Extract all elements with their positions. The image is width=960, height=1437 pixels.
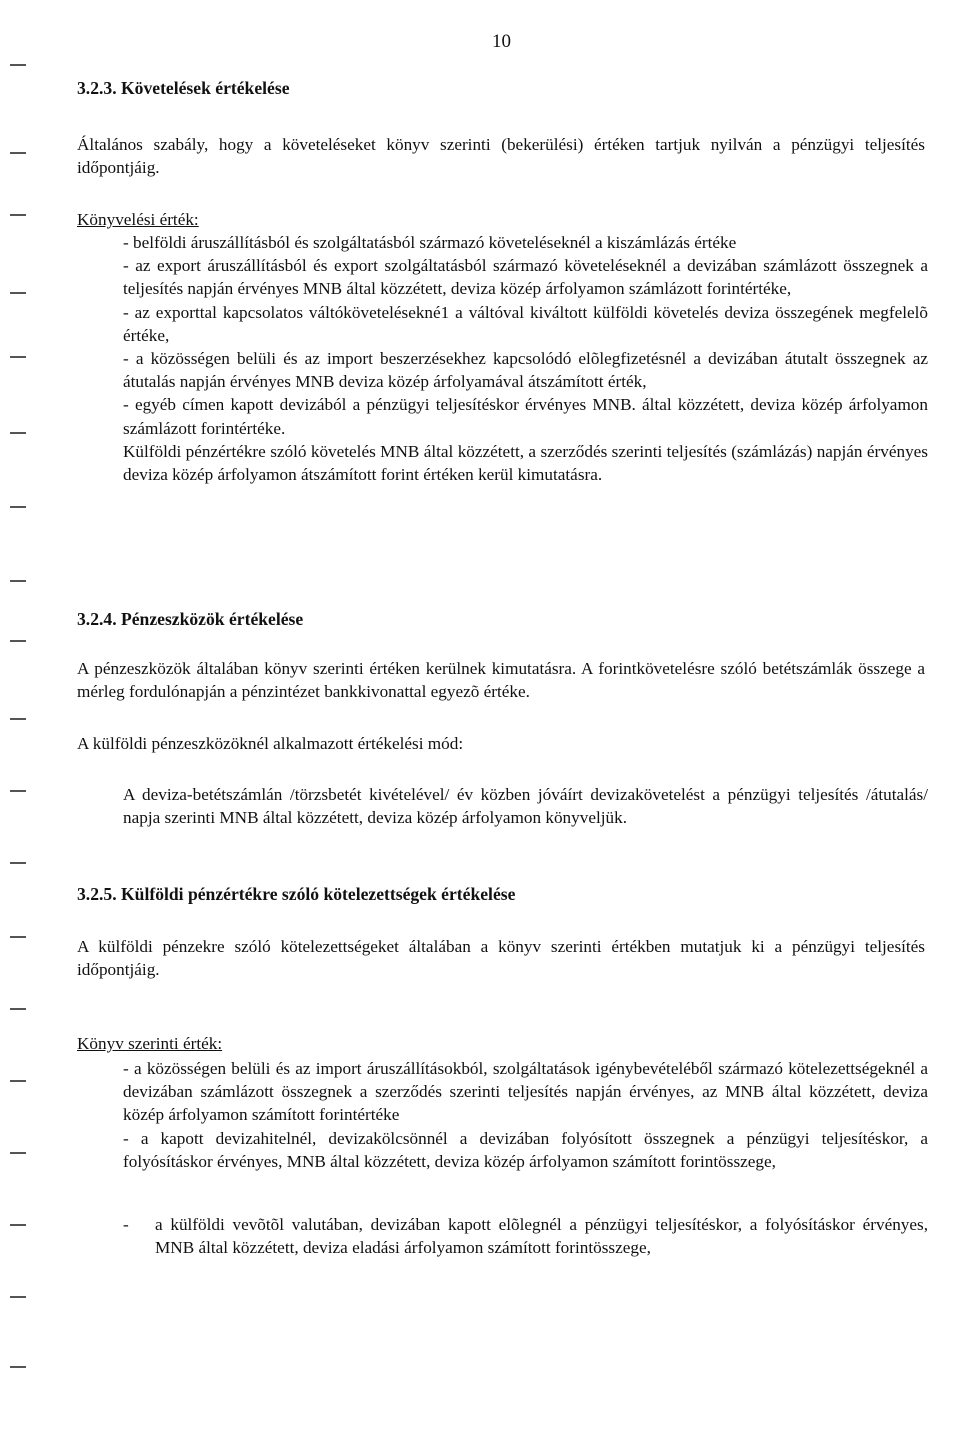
scan-mark	[10, 790, 26, 792]
book-value-subheading-2: Könyv szerinti érték:	[77, 1034, 223, 1053]
scan-mark	[10, 1008, 26, 1010]
scan-margin-marks	[0, 0, 60, 1437]
liabilities-intro: A külföldi pénzekre szóló kötelezettségeket általában a könyv szerinti értékben mutatjuk ki a pénzügyi teljesítés időpontjáig.	[77, 937, 925, 980]
liabilities-list	[123, 1057, 928, 1173]
scan-mark	[10, 580, 26, 582]
dash-marker: -	[123, 1215, 129, 1234]
scan-mark	[10, 718, 26, 720]
list-item: - a közösségen belüli és az import beszerzésekhez kapcsolódó elõlegfizetésnél a devizában átutalt összegnek az átutalás napján érvényes MNB deviza közép árfolyamával átszámított érték,	[123, 349, 928, 392]
cash-paragraph-1: A pénzeszközök általában könyv szerinti értéken kerülnek kimutatásra. A forintkövetelésre szóló betétszámlák összege a mérleg fordulónapján a pénzintézet bankkivonattal egyezõ értéke.	[77, 659, 925, 702]
scan-mark	[10, 1224, 26, 1226]
section-heading-receivables: 3.2.3. Követelések értékelése	[77, 78, 290, 98]
scan-mark	[10, 1366, 26, 1368]
list-item: - egyéb címen kapott devizából a pénzügyi teljesítéskor érvényes MNB. által közzétett, deviza közép árfolyamon számlázott forintértéke.	[123, 395, 928, 438]
scan-mark	[10, 356, 26, 358]
receivables-intro: Általános szabály, hogy a követeléseket könyv szerinti (bekerülési) értéken tartjuk nyilván a pénzügyi teljesítés időpontjáig.	[77, 135, 925, 178]
list-item: - az export áruszállításból és export szolgáltatásból származó követeléseknél a devizában számlázott összegnek a teljesítés napján érvényes MNB által közzétett, deviza közép árfolyamon számlázott forintértéke,	[123, 256, 928, 299]
receivables-closing: Külföldi pénzértékre szóló követelés MNB által közzétett, a szerződés szerinti teljesítés (számlázás) napján érvényes deviza közép árfolyamon átszámított forint értéken kerül kimutatásra.	[123, 441, 928, 485]
cash-paragraph-2: A külföldi pénzeszközöknél alkalmazott értékelési mód:	[77, 734, 464, 753]
scan-mark	[10, 1152, 26, 1154]
list-item: a külföldi vevõtõl valutában, devizában kapott elõlegnél a pénzügyi teljesítéskor, a folyósításkor érvényes, MNB által közzétett, deviza eladási árfolyamon számított forintösszege,	[155, 1215, 928, 1258]
list-item: - belföldi áruszállításból és szolgáltatásból származó követeléseknél a kiszámlázás értéke	[123, 233, 737, 252]
list-item: - az exporttal kapcsolatos váltókövetelésekné1 a váltóval kiváltott külföldi követelés deviza összegének megfelelõ értéke,	[123, 302, 928, 345]
scan-mark	[10, 862, 26, 864]
section-heading-liabilities: 3.2.5. Külföldi pénzértékre szóló kötelezettségek értékelése	[77, 884, 516, 904]
book-value-subheading: Könyvelési érték:	[77, 210, 199, 229]
scan-mark	[10, 432, 26, 434]
scan-mark	[10, 506, 26, 508]
scan-mark	[10, 640, 26, 642]
scan-mark	[10, 936, 26, 938]
scan-mark	[10, 1296, 26, 1298]
scan-mark	[10, 64, 26, 66]
scan-mark	[10, 292, 26, 294]
receivables-list	[123, 231, 928, 486]
scan-mark	[10, 214, 26, 216]
scan-mark	[10, 1080, 26, 1082]
list-item: - a kapott devizahitelnél, devizakölcsönnél a devizában folyósított összegnek a pénzügyi teljesítéskor, a folyósításkor érvényes, MNB által közzétett, deviza közép árfolyamon számított forintösszege,	[123, 1128, 928, 1171]
cash-paragraph-3: A deviza-betétszámlán /törzsbetét kivételével/ év közben jóváírt devizakövetelést a pénzügyi teljesítés /átutalás/ napja szerinti MNB által közzétett, deviza közép árfolyamon könyveljük.	[123, 785, 928, 828]
scan-mark	[10, 152, 26, 154]
liabilities-dash-item	[123, 1213, 928, 1259]
list-item: - a közösségen belüli és az import áruszállításokból, szolgáltatások igénybevételéből származó kötelezettségeknél a devizában számlázott összegnek a szerződés szerinti teljesítés napján érvényes, az MNB által közzétett, deviza közép árfolyamon számított forintértéke	[123, 1059, 928, 1125]
page-number: 10	[492, 31, 511, 52]
section-heading-cash: 3.2.4. Pénzeszközök értékelése	[77, 609, 304, 629]
